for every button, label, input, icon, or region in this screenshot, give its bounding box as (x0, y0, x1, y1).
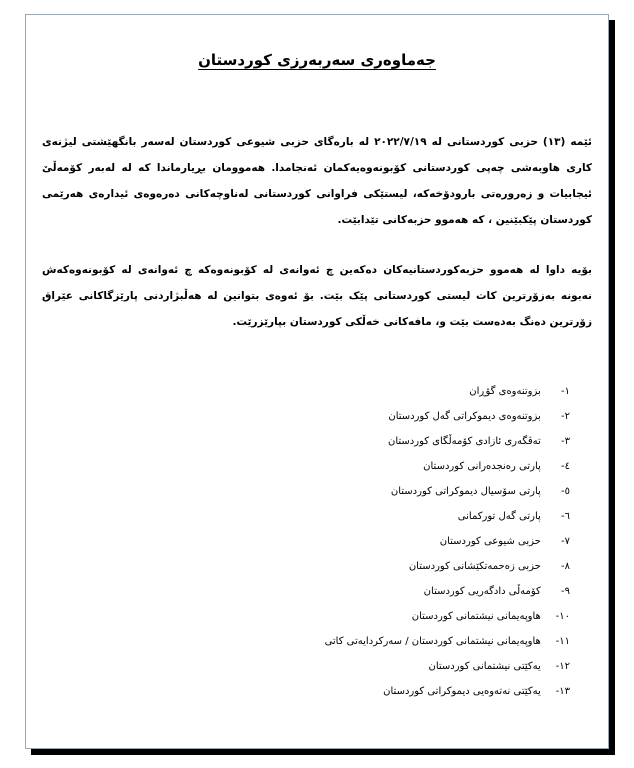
list-item-number: ١١- (555, 636, 570, 647)
list-item-name: حزبی زەحمەتکێشانی کوردستان (408, 561, 541, 572)
list-item (170, 379, 570, 404)
list-item (170, 479, 570, 504)
list-item-name: بزوتنەوەی گۆڕان (469, 386, 541, 397)
list-item-number: ٦- (561, 511, 570, 522)
list-item (170, 654, 570, 679)
list-item-name: یەکێتی نەتەوەیی دیموکراتی کوردستان (383, 686, 541, 697)
document-title: جەماوەری سەربەرزی کوردستان (198, 51, 436, 69)
list-item (170, 629, 570, 654)
paragraph-intro: ئێمە (١٣) حزبی کوردستانی لە ٢٠٢٢/٧/١٩ لە بارەگای حزبی شیوعی کوردستان لەسەر بانگهێشتی لیژنەی کاری هاوبەشی چەپی کوردستانی کۆبونەوەیەکمان ئەنجامدا. هەموومان بڕیارماندا کە لە لەبەر کۆمەڵێ ئیجابیات و زەرورەتی بارودۆخەکە، لیستێکی فراوانی کوردستانی لەناوچەکانی دەرەوەی ئیدارەی هەرێمی کوردستان پێکبێنین ، کە هەموو حزبەکانی تێدابێت. (42, 136, 593, 226)
list-item-number: ١٠- (555, 611, 570, 622)
document-frame (25, 14, 609, 749)
list-item-number: ٧- (561, 536, 570, 547)
list-item (170, 504, 570, 529)
list-item-name: کۆمەڵی دادگەریی کوردستان (423, 586, 541, 597)
list-item-number: ٢- (561, 411, 570, 422)
list-item-number: ٨- (561, 561, 570, 572)
list-item-number: ٩- (561, 586, 570, 597)
list-item-name: تەڤگەری ئازادی کۆمەڵگای کوردستان (388, 436, 541, 447)
list-item-number: ١٣- (555, 686, 570, 697)
list-item-name: پارتی رەنجدەرانی کوردستان (423, 461, 541, 472)
list-item-name: پارتی سۆسیال دیموکراتی کوردستان (390, 486, 541, 497)
list-item-name: یەکێتی نیشتمانی کوردستان (428, 661, 541, 672)
list-item-number: ١- (561, 386, 570, 397)
list-item (170, 579, 570, 604)
list-item-name: هاوپەیمانی نیشتمانی کوردستان (411, 611, 541, 622)
list-item-number: ١٢- (555, 661, 570, 672)
list-item-name: حزبی شیوعی کوردستان (439, 536, 541, 547)
list-item-number: ٣- (561, 436, 570, 447)
list-item (170, 529, 570, 554)
list-item-number: ٤- (561, 461, 570, 472)
list-item-number: ٥- (561, 486, 570, 497)
list-item (170, 454, 570, 479)
list-item (170, 429, 570, 454)
list-item (170, 604, 570, 629)
list-item (170, 679, 570, 704)
paragraph-call: بۆیە داوا لە هەموو حزبەکوردستانیەکان دەکەین چ ئەوانەی لە کۆبونەوەکە چ ئەوانەی لە کۆبونەوەکەش نەبونە بەزۆرترین کات لیستی کوردستانی پێک بێت. بۆ ئەوەی بتوانین لە هەڵبژاردنی پارێزگاکانی عێراق زۆرترین دەنگ بەدەست بێت و، مافەکانی خەڵکی کوردستان بپارێزرێت. (42, 264, 592, 328)
list-item-name: هاوپەیمانی نیشتمانی کوردستان / سەرکردایەتی کاتی (324, 636, 541, 647)
list-item-name: پارتی گەل تورکمانی (457, 511, 541, 522)
list-item (170, 554, 570, 579)
party-list (170, 379, 570, 704)
list-item-name: بزوتنەوەی دیموکراتی گەل کوردستان (388, 411, 541, 422)
list-item (170, 404, 570, 429)
